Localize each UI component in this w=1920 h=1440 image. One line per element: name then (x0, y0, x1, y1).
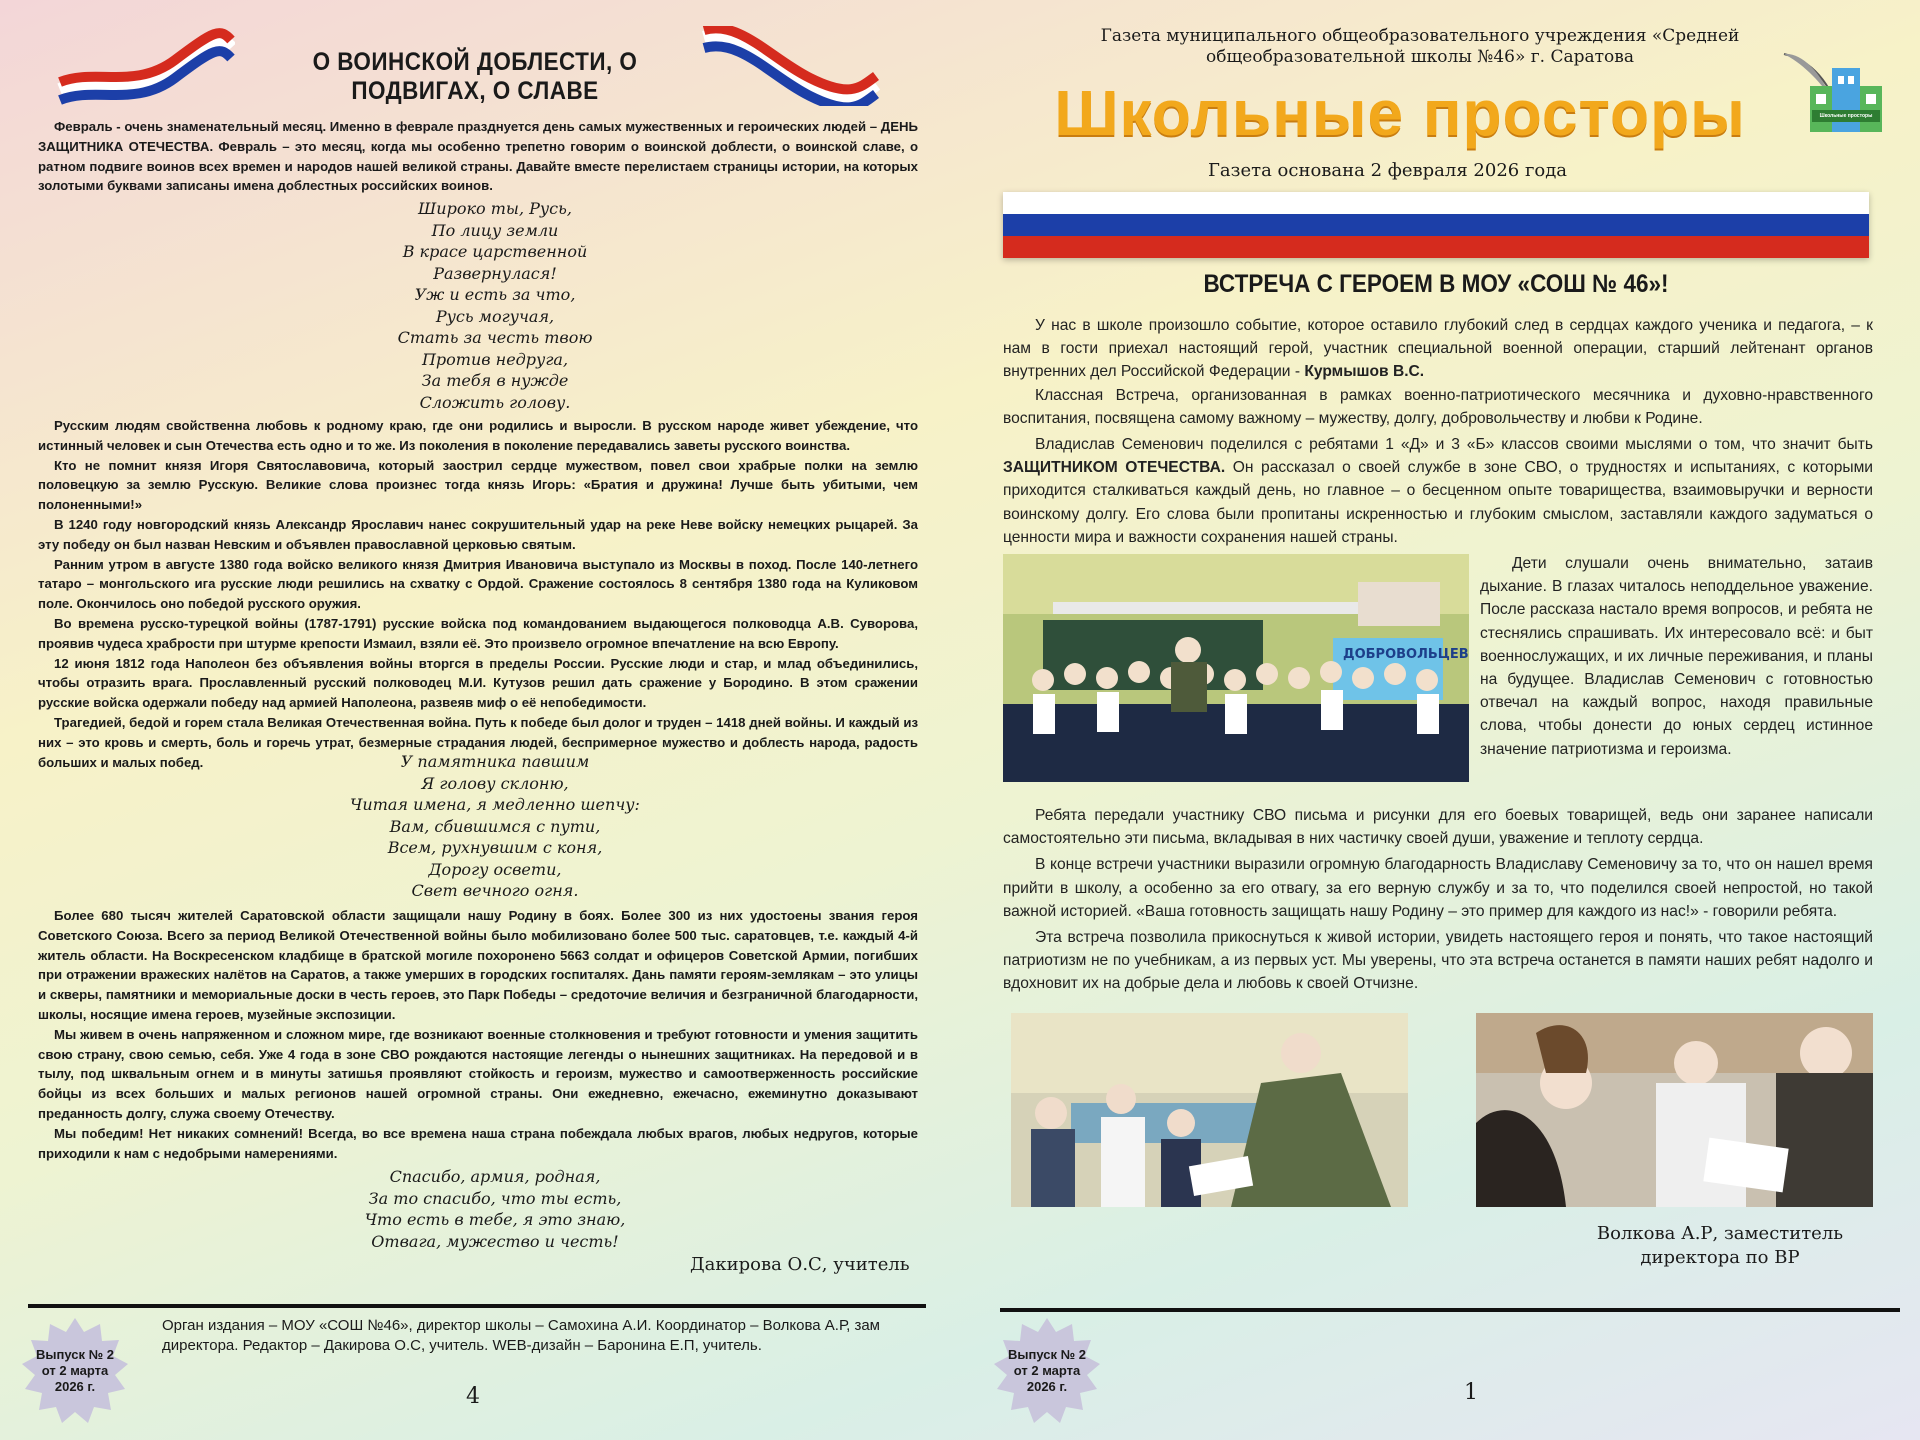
publisher-info: Орган издания – МОУ «СОШ №46», директор школы – Самохина А.И. Координатор – Волкова А.Р, зам директора. Редактор – Дакирова О.С, учитель. WEB-дизайн – Баронина Е.П, учитель. (162, 1317, 880, 1354)
article-paragraph: В конце встречи участники выразили огромную благодарность Владиславу Семеновичу за то, что он нашел время прийти в школу, а особенно за его отвагу, за его верную службу и за то, что поделился своей непростой, но такой важной историей. «Ваша готовность защищать нашу Родину – это пример для каждого из нас!» - говорили ребята. (1003, 856, 1873, 920)
flag-stripe-blue (1003, 214, 1869, 236)
issue-badge (20, 1316, 130, 1426)
hero-name: Курмышов В.С. (1304, 363, 1425, 381)
poem-line: Русь могучая, (435, 306, 555, 326)
history-paragraph: Во времена русско-турецкой войны (1787-1791) русские войска под командованием выдающегося полководца А.В. Суворова, проявив чудеса храбрости при штурме крепости Измаил, взяли её. Это произвело огромное впечатление на всю Европу. (38, 615, 918, 651)
article-body (1003, 804, 1873, 996)
page-number: 1 (1464, 1380, 1478, 1405)
saratov-section (38, 906, 918, 1163)
history-paragraph: Ранним утром в августе 1380 года войско великого князя Дмитрия Ивановича выступало из Москвы в поход. После 140-летнего татаро – монгольского ига русские люди решились на схватку с Ордой. Сражение состоялось 8 сентября 1380 года на Куликовом поле. Окончилось оно победой русского оружия. (38, 556, 918, 612)
badge-date: от 2 марта (41, 1363, 109, 1378)
intro-paragraph: Февраль - очень знаменательный месяц. Именно в феврале празднуется день самых мужественных и героических людей – ДЕНЬ ЗАЩИТНИКА ОТЕЧЕСТВА. Февраль – это месяц, когда мы особенно трепетно говорим о воинской доблести, о воинской славе, о ратном подвиге воинов всех времен и народов нашей великой страны. Давайте вместе перелистаем страницы истории, на которых золотыми буквами записаны имена доблестных российских воинов. (38, 119, 918, 194)
svg-text:ДОБРОВОЛЬЦЕВ: ДОБРОВОЛЬЦЕВ (1343, 647, 1469, 662)
badge-date: от 2 марта (1013, 1363, 1081, 1378)
photo-children-reading (1476, 1013, 1873, 1207)
saratov-paragraph: Более 680 тысяч жителей Саратовской области защищали нашу Родину в боях. Более 300 из них удостоены звания героя Советского Союза. Всего за период Великой Отечественной войны было мобилизовано более 500 тыс. саратовцев, т.е. каждый 4-й житель области. На Воскресенском кладбище в братской могиле похоронено 5663 солдат и офицеров Советской Армии, погибших при отражении вражеских налётов на Саратов, а также умерших в городских госпиталях. Дань памяти героям-землякам – это улицы и скверы, памятники и мемориальные доски в честь героев, это Парк Победы – средоточие величия и безграничной благодарности, школы, носящие имена героев, музейные экспозиции. (38, 908, 918, 1022)
article-paragraph: Ребята передали участнику СВО письма и рисунки для его боевых товарищей, ведь они заранее написали самостоятельно эти письма, вкладывая в них частичку своей души, уважение и теплоту сердца. (1003, 807, 1873, 848)
history-paragraph: Кто не помнит князя Игоря Святославовича, который заострил сердце мужеством, повел свои храбрые полки на землю половецкую за землю Русскую. Великие слова произнес тогда князь Игорь: «Братия и дружина! Лучше быть убитыми, чем полоненными!» (38, 457, 918, 513)
flag-stripe-red (1003, 236, 1869, 258)
poem-line: По лицу земли (431, 220, 559, 240)
badge-issue: Выпуск № 2 (1008, 1347, 1086, 1362)
poem-line: Отвага, мужество и честь! (371, 1231, 619, 1251)
poem-line: Стать за честь твою (397, 328, 593, 347)
article-paragraph: Эта встреча позволила прикоснуться к живой истории, увидеть настоящего героя и понять, что такое настоящий патриотизм не по учебникам, а из первых уст. Мы уверены, что эта встреча останется в памяти наших ребят надолго и вдохновит их на добрые дела и любовь к своей Отчизне. (1003, 929, 1873, 993)
founded-date: Газета основана 2 февраля 2026 года (1208, 160, 1568, 181)
history-paragraph: Русским людям свойственна любовь к родному краю, где они родились и выросли. В русском народе живет убеждение, что истинный человек и сын Отечества есть одно и то же. Из поколения в поколение передавались заветы русского воинства. (38, 418, 918, 453)
flag-stripe-white (1003, 192, 1869, 214)
poem-line: Читая имена, я медленно шепчу: (350, 795, 640, 814)
school-logo (1780, 50, 1890, 140)
poem-line: Дорогу освети, (428, 859, 562, 879)
article-column: Дети слушали очень внимательно, затаив дыхание. В глазах читалось неподдельное уважение. После рассказа настало время вопросов, и ребята не стеснялись спрашивать. Их интересовало всё: и быт военнослужащих, и их личные переживания, и планы на будущее. Владислав Семенович с готовностью отвечал на каждый вопрос, находя правильные слова, чтобы донести до юных сердец истинное значение патриотизма и героизма. (1480, 555, 1873, 758)
history-section (38, 416, 918, 772)
author-signature: Дакирова О.С, учитель (690, 1254, 910, 1275)
tricolor-ribbon-right (700, 26, 880, 106)
article-paragraph: Классная Встреча, организованная в рамках военно-патриотического месячника и духовно-нравственного воспитания, посвящена самому важному – мужеству, долгу, добровольчеству и любви к Родине. (1003, 386, 1873, 427)
footer-divider (28, 1304, 926, 1308)
history-paragraph: 12 июня 1812 года Наполеон без объявления войны вторгся в пределы России. Русские люди и стар, и млад объединились, чтобы отразить врага. Прославленный русский полководец М.И. Кутузов решил дать сражение у Бородино. В этом сражении русские войска одержали победу над армией Наполеона, развеяв миф о её непобедимости. (38, 655, 918, 711)
quill-building-icon (1780, 50, 1890, 140)
history-paragraph: В 1240 году новгородский князь Александр Ярославич нанес сокрушительный удар на реке Неве войску немецких рыцарей. За эту победу он был назван Невским и объявлен православной церковью святым. (38, 516, 918, 552)
photo-caption: Волкова А.Р, заместитель директора по ВР (1596, 1223, 1844, 1268)
poem-line: У памятника павшим (400, 752, 590, 771)
saratov-paragraph: Мы живем в очень напряженном и сложном мире, где возникают военные столкновения и требуют готовности и умения защитить свою страну, свою семью, себя. Уже 4 года в зоне СВО рождаются настоящие легенды о нынешних защитниках. На передовой и в тылу, под шквальным огнем и в минуты затишья проявляют стойкость и героизм, мужество и самоотверженность российские бойцы из всех больших и малых регионов нашей огромной страны. Они ежедневно, ежечасно, ежеминутно доказывают преданность долгу, служа своему Отечеству. (38, 1026, 918, 1121)
poem-2 (330, 751, 660, 902)
footer-divider (1000, 1308, 1900, 1312)
saratov-paragraph: Мы победим! Нет никаких сомнений! Всегда, во все времена наша страна побеждала любых врагов, любых недругов, которые приходили к нам с недобрыми намерениями. (38, 1125, 918, 1161)
poem-line: Вам, сбившимся с пути, (389, 816, 601, 836)
logo-caption: Школьные просторы (1819, 113, 1873, 119)
masthead: Школьные просторы (1054, 77, 1746, 149)
poem-line: Широко ты, Русь, (418, 199, 572, 218)
newspaper-header: Газета муниципального общеобразовательного учреждения «Средней общеобразовательной школы №46» г. Саратова (1100, 26, 1740, 67)
badge-issue: Выпуск № 2 (36, 1347, 114, 1362)
poem-line: Спасибо, армия, родная, (389, 1167, 601, 1186)
article-intro (1003, 314, 1873, 549)
poem-line: Развернулася! (433, 263, 557, 283)
issue-badge (992, 1316, 1102, 1426)
poem-line: За то спасибо, что ты есть, (368, 1188, 622, 1208)
article-paragraph: У нас в школе произошло событие, которое оставило глубокий след в сердцах каждого ученика и педагога, – к нам в гости приехал настоящий герой, участник специальной военной операции, старший лейтенант органов внутренних дел Российской Федерации - Курмышов В.С. (1003, 317, 1873, 381)
badge-year: 2026 г. (54, 1379, 96, 1394)
poem-line: Уж и есть за что, (414, 285, 576, 304)
page-number: 4 (466, 1384, 480, 1409)
poem-line: Я голову склоню, (421, 773, 569, 793)
poem-3 (330, 1166, 660, 1252)
russian-flag-band (1003, 192, 1869, 258)
badge-year: 2026 г. (1026, 1379, 1068, 1394)
poem-line: Всем, рухнувшим с коня, (387, 838, 603, 857)
article-paragraph: Владислав Семенович поделился с ребятами 1 «Д» и 3 «Б» классов своими мыслями о том, что значит быть ЗАЩИТНИКОМ ОТЕЧЕСТВА. Он рассказал о своей службе в зоне СВО, о трудностях и испытаниях, с которыми приходится сталкиваться каждый день, но главное – о бесценном опыте товарищества, взаимовыручки и верности воинскому долгу. Его слова были пропитаны искренностью и глубоким смыслом, заставляли каждого задуматься о ценности мира и важности сохранения нашей страны. (1003, 436, 1873, 546)
poem-line: Что есть в тебе, я это знаю, (364, 1210, 626, 1229)
poem-1 (330, 198, 660, 413)
tricolor-ribbon-left (55, 28, 235, 108)
photo-letters-handover (1011, 1013, 1408, 1207)
history-paragraph: Трагедией, бедой и горем стала Великая Отечественная война. Путь к победе был долог и труден – 1418 дней войны. И каждый из них – это кровь и смерть, боль и горечь утрат, безмерные страдания людей, беспримерное мужество и доблесть народа, радость больших и малых побед. (38, 714, 918, 770)
poem-line: Сложить голову. (419, 392, 571, 412)
poem-line: Свет вечного огня. (411, 881, 579, 900)
page-title: О ВОИНСКОЙ ДОБЛЕСТИ, О ПОДВИГАХ, О СЛАВЕ (312, 48, 638, 105)
article-headline: ВСТРЕЧА С ГЕРОЕМ В МОУ «СОШ № 46»! (1203, 270, 1669, 298)
poem-line: За тебя в нужде (421, 371, 569, 390)
poem-line: В красе царственной (402, 242, 588, 261)
group-photo (1003, 554, 1469, 782)
poem-line: Против недруга, (421, 349, 569, 369)
